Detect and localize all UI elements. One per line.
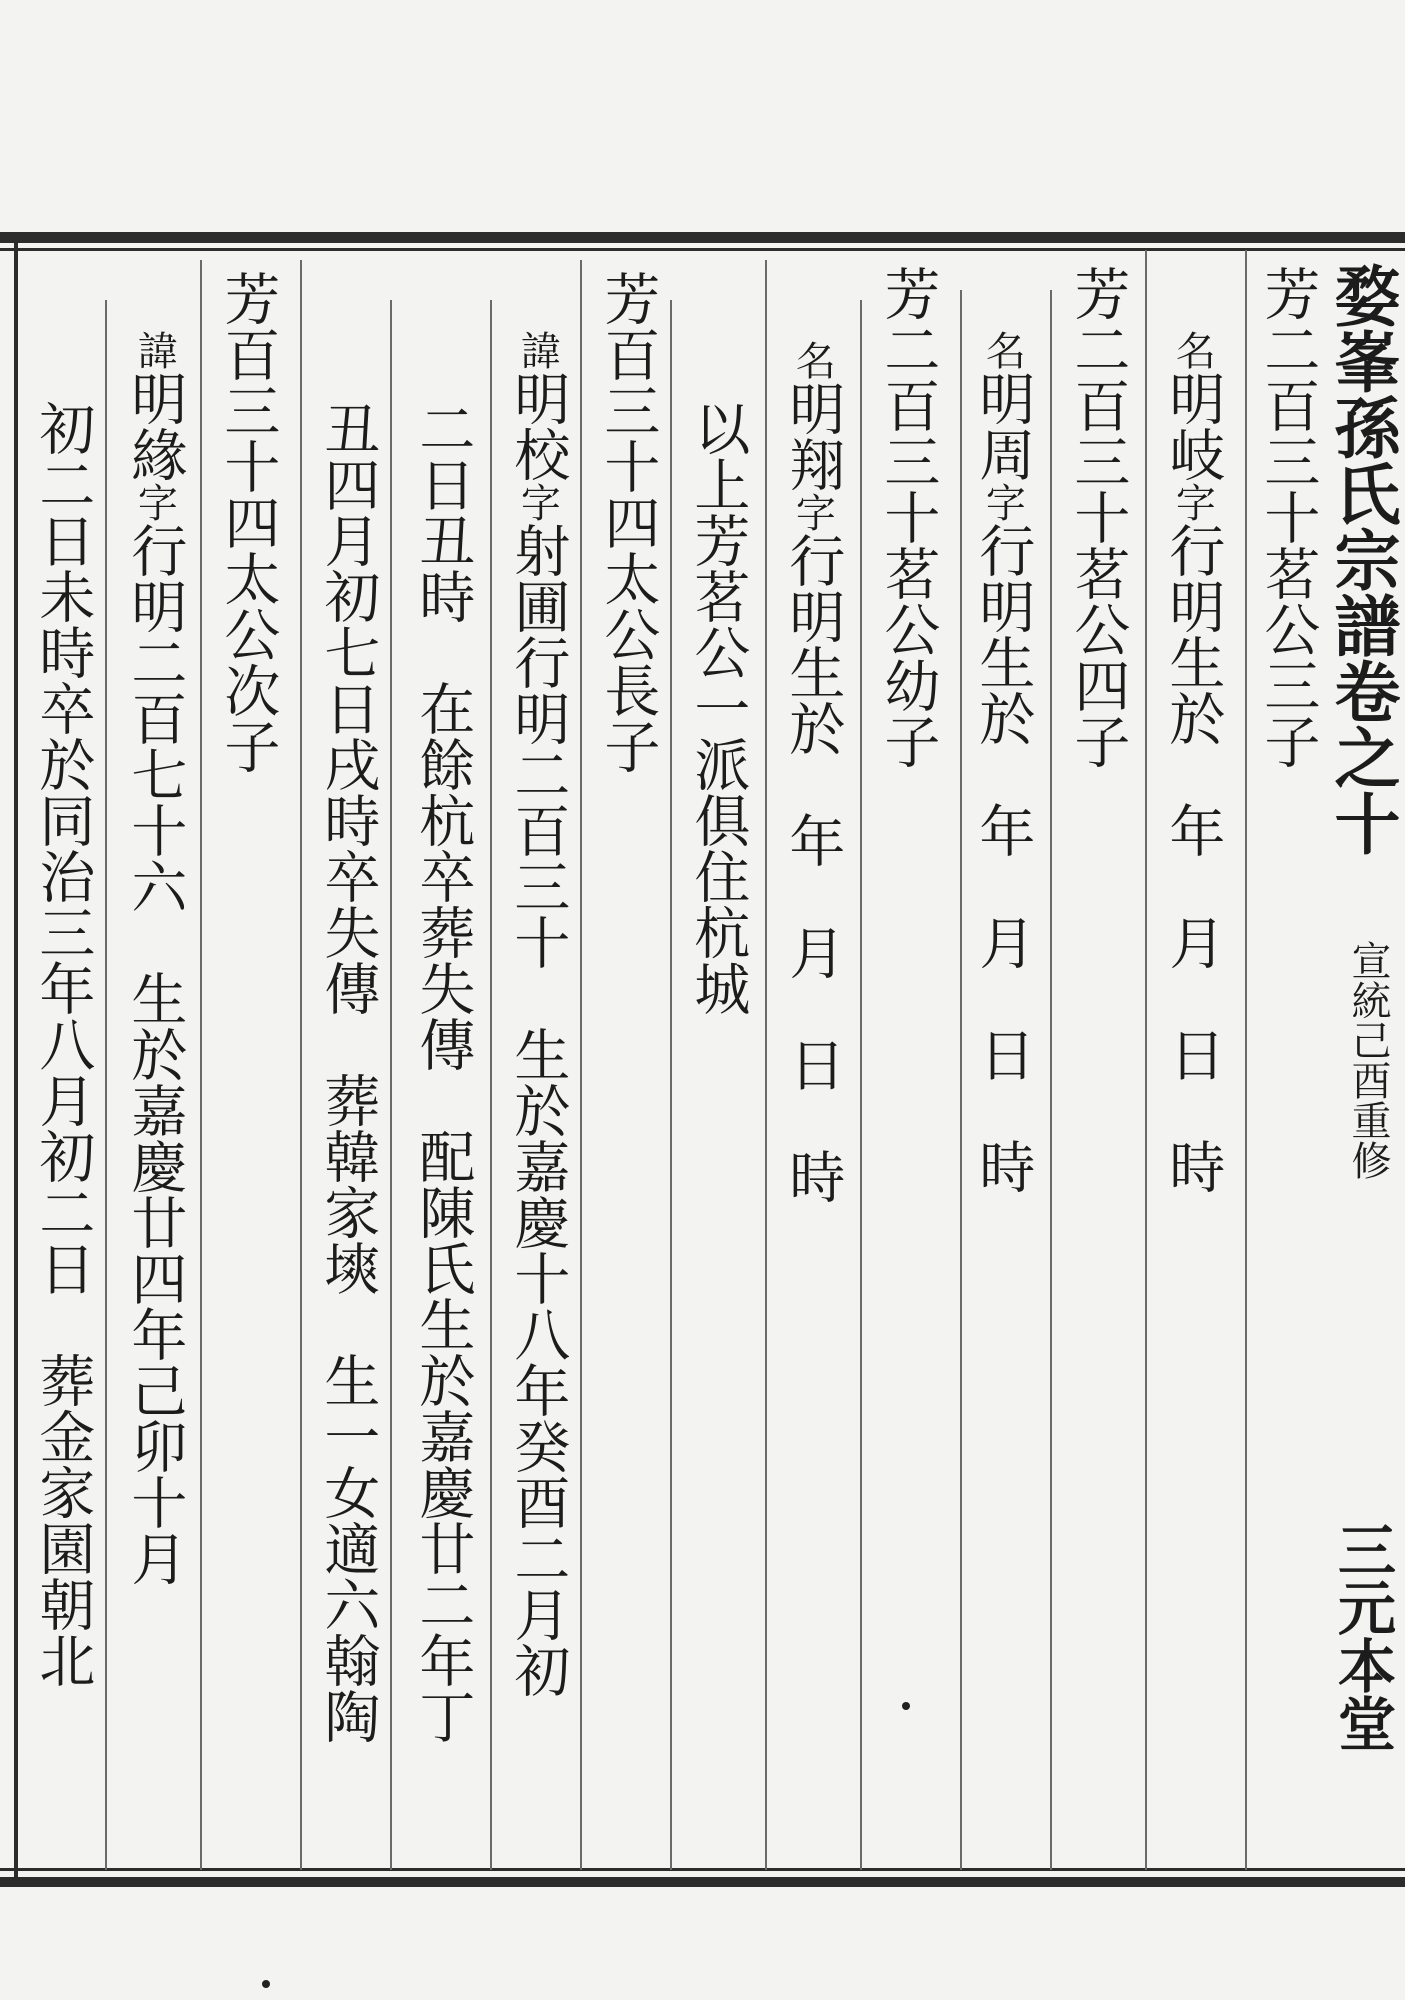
entry-column-4-detail (505, 330, 569, 1698)
detail-text: 二日丑時 在餘杭卒葬失傳 配陳氏生於嘉慶廿二年丁 (410, 400, 476, 1744)
detail-text: 初二日未時卒於同治三年八月初二日 葬金家園朝北 (30, 400, 96, 1688)
zi-label: 字 (789, 492, 836, 532)
name-label: 名 (1169, 330, 1216, 370)
column-divider (105, 300, 107, 1870)
zi-label: 字 (979, 482, 1026, 522)
entry-column-1-detail (1160, 330, 1224, 1194)
title-text: 婺峯孫氏宗譜 (1323, 262, 1401, 658)
column-divider (960, 290, 962, 1870)
column-divider (670, 300, 672, 1870)
entry-column-2-detail (970, 330, 1034, 1194)
detail-text: 行明二百七十六 生於嘉慶廿四年己卯十月 (122, 522, 188, 1586)
birth-text: 生於 年 月 日 時 (780, 644, 846, 1204)
hall-name: 三元本堂 (1328, 1520, 1396, 1752)
summary-text: 以上芳茗公一派俱住杭城 (685, 400, 751, 1016)
entry-head: 芳百三十四太公長子 (595, 270, 661, 774)
column-divider (200, 260, 202, 1870)
entry-column-5 (215, 270, 279, 774)
ink-speck (902, 1702, 910, 1710)
zi-label: 字 (131, 482, 178, 522)
column-divider (580, 260, 582, 1870)
ink-speck (262, 1980, 270, 1988)
column-divider (1050, 290, 1052, 1870)
name-label: 名 (979, 330, 1026, 370)
hang-label: 行明 (1160, 522, 1226, 634)
person-name: 明翔 (780, 380, 846, 492)
entry-column-3 (875, 265, 939, 769)
entry-column-3-detail (780, 340, 844, 1204)
entry-head: 芳二百三十茗公幼子 (875, 265, 941, 769)
left-border (14, 243, 18, 1877)
birth-text: 生於 年 月 日 時 (970, 634, 1036, 1194)
name-label: 諱 (514, 330, 561, 370)
column-divider (1145, 250, 1147, 1870)
top-border-inner (0, 248, 1405, 251)
entry-column-4-continued-2 (315, 400, 379, 1744)
person-name: 明岐 (1160, 370, 1226, 482)
bottom-border-inner (0, 1868, 1405, 1871)
column-divider (490, 300, 492, 1870)
entry-column-4-continued (410, 400, 474, 1744)
book-title (1315, 262, 1405, 856)
detail-text: 丑四月初七日戌時卒失傳 葬韓家塽 生一女適六翰陶 (315, 400, 381, 1744)
column-divider (860, 300, 862, 1870)
summary-note (685, 400, 749, 1016)
entry-head: 芳二百三十茗公四子 (1065, 265, 1131, 769)
entry-head: 芳百三十四太公次子 (215, 270, 281, 774)
entry-column-4 (595, 270, 659, 774)
birth-text: 生於 年 月 日 時 (1160, 634, 1226, 1194)
zi-label: 字 (514, 482, 561, 522)
bottom-border (0, 1877, 1405, 1887)
volume-text: 卷之十 (1323, 658, 1401, 856)
entry-head: 芳二百三十茗公三子 (1255, 265, 1321, 769)
hang-label: 行明 (970, 522, 1036, 634)
column-divider (300, 260, 302, 1870)
name-label: 名 (789, 340, 836, 380)
entry-column-1 (1255, 265, 1319, 769)
column-divider (765, 260, 767, 1870)
person-name: 明緣 (122, 370, 188, 482)
top-border (0, 232, 1405, 243)
name-label: 諱 (131, 330, 178, 370)
person-name: 明校 (505, 370, 571, 482)
entry-column-5-detail (122, 330, 186, 1586)
edition-note: 宣統己酉重修 (1345, 940, 1391, 1180)
entry-column-5-continued (30, 400, 94, 1688)
person-name: 明周 (970, 370, 1036, 482)
entry-column-2 (1065, 265, 1129, 769)
column-divider (1245, 250, 1247, 1870)
zi-label: 字 (1169, 482, 1216, 522)
column-divider (390, 300, 392, 1870)
detail-text: 射圃行明二百三十 生於嘉慶十八年癸酉二月初 (505, 522, 571, 1698)
hang-label: 行明 (780, 532, 846, 644)
